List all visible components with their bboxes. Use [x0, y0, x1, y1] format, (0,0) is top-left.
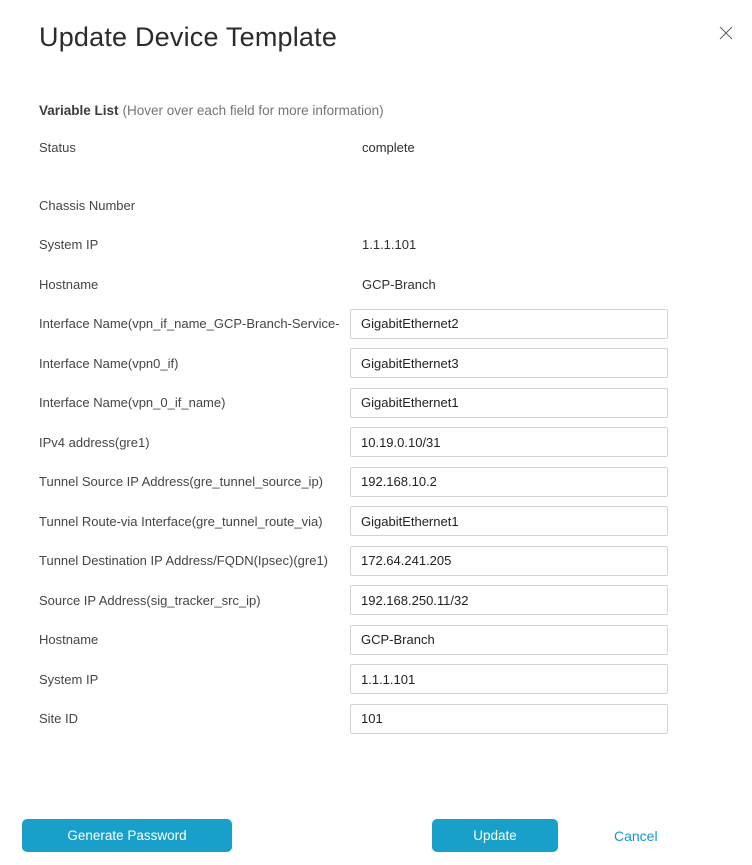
hostname-input[interactable]: [350, 625, 668, 655]
variable-list-heading: [39, 103, 752, 119]
system-ip-input[interactable]: [350, 664, 668, 694]
generate-password-button[interactable]: Generate Password: [22, 819, 232, 852]
row-ipv4-address-gre1: [39, 427, 752, 457]
variable-list-hint: (Hover over each field for more information): [122, 103, 384, 118]
modal-footer: [0, 819, 752, 853]
interface-name-vpn-0-if-name-input[interactable]: [350, 388, 668, 418]
row-chassis-number: [39, 190, 752, 220]
row-tunnel-source-ip: [39, 467, 752, 497]
field-label: Tunnel Source IP Address(gre_tunnel_source_ip): [39, 474, 324, 489]
tunnel-source-ip-input[interactable]: [350, 467, 668, 497]
interface-name-vpn0-if-input[interactable]: [350, 348, 668, 378]
page-title: Update Device Template: [39, 22, 338, 52]
row-source-ip-tracker: [39, 585, 752, 615]
ipv4-address-gre1-input[interactable]: [350, 427, 668, 457]
field-label: System IP: [39, 671, 99, 687]
row-tunnel-destination-ip: [39, 546, 752, 576]
field-label: Interface Name(vpn_0_if_name): [39, 395, 226, 410]
field-label: Hostname: [39, 632, 99, 647]
tunnel-route-via-input[interactable]: [350, 506, 668, 536]
field-label: Interface Name(vpn0_if): [39, 355, 179, 371]
interface-name-service-input[interactable]: [350, 309, 668, 339]
row-system-ip-static: [39, 230, 752, 260]
cancel-link[interactable]: Cancel: [614, 828, 658, 844]
hostname-value: GCP-Branch: [362, 276, 436, 292]
field-label: Interface Name(vpn_if_name_GCP-Branch-Service-: [39, 316, 340, 331]
row-interface-name-service: [39, 309, 752, 339]
field-label: Tunnel Route-via Interface(gre_tunnel_route_via): [39, 513, 323, 529]
row-interface-name-vpn0-if: [39, 348, 752, 378]
variable-list-label: Variable List: [39, 103, 119, 118]
field-label: Tunnel Destination IP Address/FQDN(Ipsec)(gre1): [39, 553, 329, 568]
field-label: Hostname: [39, 276, 99, 292]
row-status: [39, 132, 752, 162]
row-site-id: [39, 704, 752, 734]
row-hostname-input: [39, 625, 752, 655]
field-label: Site ID: [39, 711, 79, 726]
row-hostname-static: [39, 269, 752, 299]
variable-rows: [0, 132, 752, 734]
field-label: Status: [39, 139, 76, 155]
field-label: Chassis Number: [39, 197, 136, 213]
source-ip-tracker-input[interactable]: [350, 585, 668, 615]
row-interface-name-vpn-0-if-name: [39, 388, 752, 418]
field-label: System IP: [39, 237, 99, 252]
field-label: IPv4 address(gre1): [39, 434, 150, 450]
update-device-template-modal: [0, 20, 752, 865]
system-ip-value: 1.1.1.101: [362, 237, 417, 252]
tunnel-destination-ip-input[interactable]: [350, 546, 668, 576]
row-tunnel-route-via: [39, 506, 752, 536]
update-button[interactable]: Update: [432, 819, 558, 852]
field-label: Source IP Address(sig_tracker_src_ip): [39, 592, 261, 608]
row-system-ip-input: [39, 664, 752, 694]
status-value: complete: [362, 139, 415, 155]
site-id-input[interactable]: [350, 704, 668, 734]
close-icon[interactable]: [718, 25, 734, 41]
